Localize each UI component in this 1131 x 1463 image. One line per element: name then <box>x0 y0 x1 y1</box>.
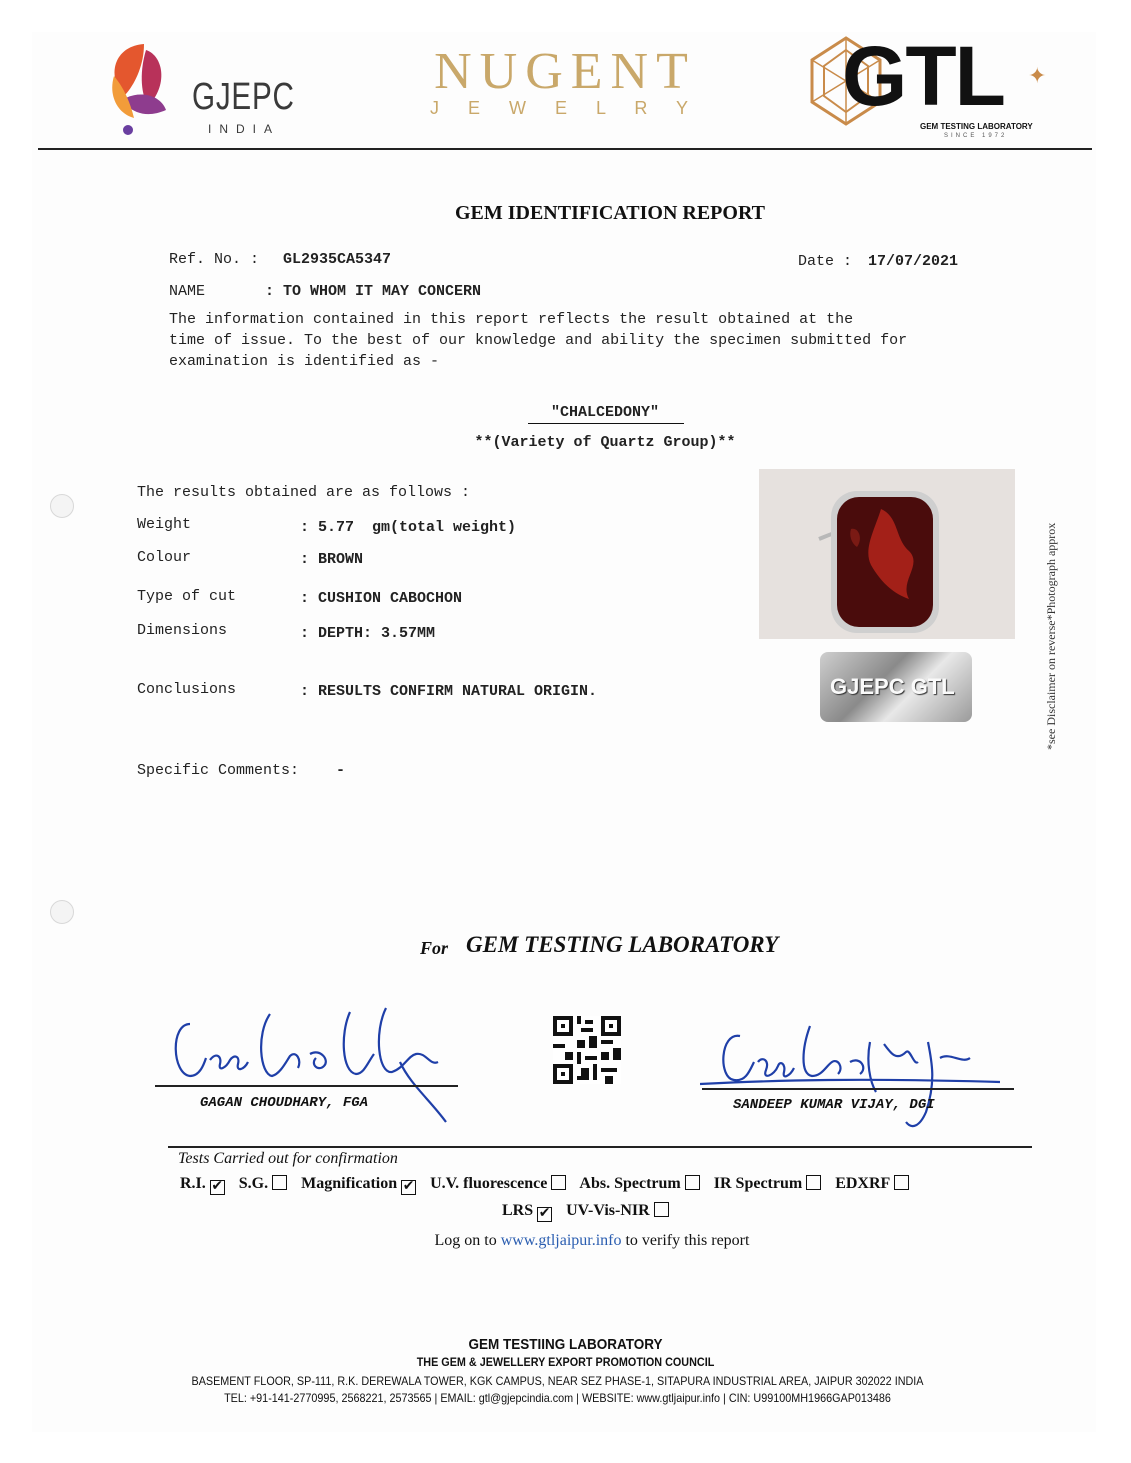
comments-value: - <box>336 762 346 779</box>
gem-name: "CHALCEDONY" <box>550 404 660 421</box>
disclaimer-side-note: *see Disclaimer on reverse*Photograph approx <box>1044 522 1058 750</box>
field-label-conclusions: Conclusions <box>137 681 237 698</box>
test-uvvisnir-label: UV-Vis-NIR <box>566 1202 650 1219</box>
intro-line-2: time of issue. To the best of our knowledge and ability the specimen submitted for <box>169 332 908 349</box>
test-uv <box>430 1175 570 1192</box>
signatory-left-name: GAGAN CHOUDHARY, FGA <box>200 1095 369 1111</box>
field-value-colour: : BROWN <box>300 551 364 568</box>
tests-row-1 <box>180 1175 919 1195</box>
field-value-cut: : CUSHION CABOCHON <box>300 590 463 607</box>
punch-hole-top <box>50 494 74 518</box>
gjepc-petals-icon <box>104 36 184 144</box>
qr-code-icon[interactable] <box>553 1016 621 1084</box>
report-title: GEM IDENTIFICATION REPORT <box>454 202 766 224</box>
test-abs <box>579 1175 703 1192</box>
lab-name-heading: GEM TESTING LABORATORY <box>466 932 779 957</box>
field-value-dimensions: : DEPTH: 3.57MM <box>300 625 436 642</box>
test-abs-label: Abs. Spectrum <box>579 1175 681 1192</box>
footer-council: THE GEM & JEWELLERY EXPORT PROMOTION COUNCIL <box>416 1355 715 1369</box>
signature-right-icon <box>700 1022 1000 1142</box>
test-lrs <box>502 1202 556 1219</box>
test-ri-label: R.I. <box>180 1175 206 1192</box>
ref-no-value: GL2935CA5347 <box>283 251 392 268</box>
certificate-sheet <box>32 32 1096 1432</box>
gtl-logo-subtext: GEM TESTING LABORATORY <box>920 122 1033 131</box>
test-magnification <box>301 1175 420 1192</box>
gtl-logo-text: GTL <box>842 29 1004 123</box>
field-value-weight: : 5.77 gm(total weight) <box>300 519 517 536</box>
test-magnification-checkbox[interactable]: ✔ <box>402 1178 415 1194</box>
tests-divider <box>168 1146 1032 1148</box>
brand-title: NUGENT <box>434 43 696 100</box>
test-ir <box>714 1175 825 1192</box>
hologram-text: GJEPC GTL <box>830 674 955 699</box>
footer-address: BASEMENT FLOOR, SP-111, R.K. DEREWALA TOWER, KGK CAMPUS, NEAR SEZ PHASE-1, SITAPURA INDUSTRIAL AREA, JAIPUR 302022 INDIA <box>191 1374 924 1388</box>
gtl-logo-since: SINCE 1972 <box>944 133 1008 139</box>
brand-subtitle: J E W E L R Y <box>429 98 701 118</box>
test-edxrf <box>835 1175 913 1192</box>
tests-heading: Tests Carried out for confirmation <box>178 1150 398 1167</box>
verify-link[interactable]: www.gtljaipur.info <box>500 1232 622 1249</box>
field-label-colour: Colour <box>137 549 192 566</box>
test-edxrf-checkbox[interactable] <box>894 1175 909 1190</box>
gem-ring-image <box>759 469 1015 639</box>
verify-prefix: Log on to <box>434 1232 497 1249</box>
name-label: NAME <box>169 283 206 300</box>
ref-no-label: Ref. No. : <box>169 251 260 268</box>
footer-org: GEM TESTIING LABORATORY <box>468 1336 663 1353</box>
test-lrs-checkbox[interactable]: ✔ <box>538 1205 551 1221</box>
test-sg <box>239 1175 291 1192</box>
test-sg-checkbox[interactable] <box>272 1175 287 1190</box>
test-ir-checkbox[interactable] <box>806 1175 821 1190</box>
footer-contact: TEL: +91-141-2770995, 2568221, 2573565 | EMAIL: gtl@gjepcindia.com | WEBSITE: www.gtljaipur.info | CIN: U99100MH1966GAP013486 <box>224 1391 891 1405</box>
test-uvvisnir-checkbox[interactable] <box>654 1202 669 1217</box>
gem-variety: **(Variety of Quartz Group)** <box>474 434 736 451</box>
results-intro: The results obtained are as follows : <box>137 484 471 501</box>
gem-photograph <box>759 469 1015 639</box>
field-value-conclusions: : RESULTS CONFIRM NATURAL ORIGIN. <box>300 683 598 700</box>
field-label-cut: Type of cut <box>137 588 237 605</box>
verify-suffix: to verify this report <box>625 1232 750 1249</box>
intro-line-3: examination is identified as - <box>169 353 440 370</box>
test-uvvisnir <box>566 1202 673 1219</box>
field-label-weight: Weight <box>137 516 192 533</box>
tests-row-2 <box>502 1202 679 1222</box>
test-ri <box>180 1175 229 1192</box>
verify-line <box>0 1232 1131 1250</box>
gjepc-logo-text: GJEPC <box>192 76 295 118</box>
signature-line-right <box>702 1088 1014 1090</box>
test-ri-checkbox[interactable]: ✔ <box>211 1178 224 1194</box>
gtl-logo <box>806 29 1050 144</box>
for-label: For <box>420 938 449 958</box>
test-ir-label: IR Spectrum <box>713 1175 803 1192</box>
gtl-logo-star-icon: ✦ <box>1028 64 1047 89</box>
gjepc-logo <box>104 36 294 144</box>
test-magnification-label: Magnification <box>301 1175 398 1192</box>
gjepc-logo-subtext: INDIA <box>208 122 281 136</box>
punch-hole-bottom <box>50 900 74 924</box>
date-label: Date : <box>798 253 853 270</box>
test-edxrf-label: EDXRF <box>835 1175 891 1192</box>
test-sg-label: S.G. <box>238 1175 269 1192</box>
header-divider <box>38 148 1092 150</box>
comments-label: Specific Comments: <box>137 762 300 779</box>
test-uv-checkbox[interactable] <box>551 1175 566 1190</box>
date-value: 17/07/2021 <box>868 253 959 270</box>
test-abs-checkbox[interactable] <box>685 1175 700 1190</box>
security-hologram <box>820 652 972 722</box>
test-uv-label: U.V. fluorescence <box>430 1175 548 1192</box>
signatory-right-name: SANDEEP KUMAR VIJAY, DGI <box>733 1097 935 1113</box>
name-value: : TO WHOM IT MAY CONCERN <box>265 283 482 300</box>
signature-line-left <box>155 1085 458 1087</box>
test-lrs-label: LRS <box>502 1202 534 1219</box>
field-label-dimensions: Dimensions <box>137 622 228 639</box>
gem-name-underline <box>528 423 684 424</box>
intro-line-1: The information contained in this report reflects the result obtained at the <box>169 311 854 328</box>
